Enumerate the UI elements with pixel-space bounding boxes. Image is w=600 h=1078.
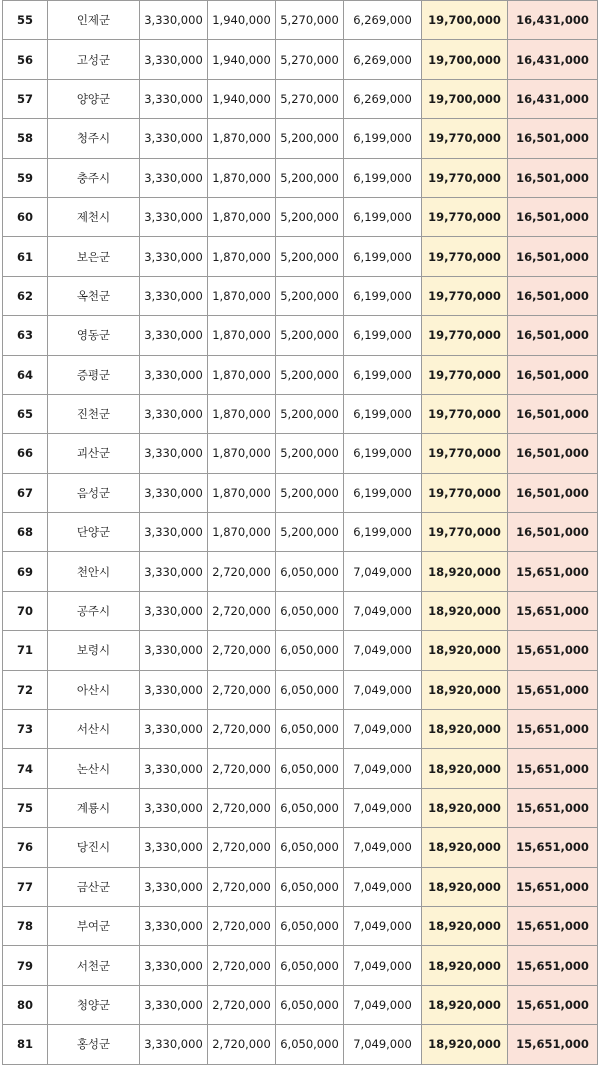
value-col-4: 6,199,000 [344, 394, 422, 433]
value-col-4: 6,269,000 [344, 40, 422, 79]
row-number: 72 [3, 670, 48, 709]
table-row [3, 158, 598, 197]
value-col-3: 5,270,000 [276, 79, 344, 118]
value-col-2: 1,870,000 [208, 197, 276, 236]
value-col-2: 2,720,000 [208, 710, 276, 749]
subsidy-table [2, 0, 598, 1065]
value-col-4: 6,199,000 [344, 355, 422, 394]
value-col-2: 2,720,000 [208, 985, 276, 1024]
value-col-3: 5,200,000 [276, 513, 344, 552]
table-row [3, 788, 598, 827]
value-col-6: 15,651,000 [508, 985, 598, 1024]
value-col-4: 6,269,000 [344, 1, 422, 40]
region-name: 홍성군 [48, 1025, 140, 1064]
table-row [3, 40, 598, 79]
value-col-6: 15,651,000 [508, 552, 598, 591]
value-col-4: 6,199,000 [344, 513, 422, 552]
value-col-6: 16,501,000 [508, 316, 598, 355]
row-number: 77 [3, 867, 48, 906]
value-col-3: 6,050,000 [276, 670, 344, 709]
value-col-2: 1,870,000 [208, 158, 276, 197]
value-col-5: 18,920,000 [422, 670, 508, 709]
value-col-3: 5,200,000 [276, 473, 344, 512]
value-col-4: 7,049,000 [344, 1025, 422, 1064]
value-col-2: 1,870,000 [208, 473, 276, 512]
value-col-3: 6,050,000 [276, 591, 344, 630]
table-row [3, 1025, 598, 1064]
value-col-2: 1,940,000 [208, 40, 276, 79]
row-number: 69 [3, 552, 48, 591]
value-col-2: 1,940,000 [208, 79, 276, 118]
value-col-4: 6,199,000 [344, 276, 422, 315]
table-row [3, 710, 598, 749]
value-col-4: 7,049,000 [344, 788, 422, 827]
value-col-5: 19,700,000 [422, 79, 508, 118]
value-col-3: 6,050,000 [276, 1025, 344, 1064]
value-col-3: 5,200,000 [276, 394, 344, 433]
value-col-6: 15,651,000 [508, 906, 598, 945]
region-name: 부여군 [48, 906, 140, 945]
value-col-3: 5,200,000 [276, 158, 344, 197]
region-name: 충주시 [48, 158, 140, 197]
table-row [3, 1, 598, 40]
region-name: 양양군 [48, 79, 140, 118]
row-number: 61 [3, 237, 48, 276]
value-col-4: 7,049,000 [344, 906, 422, 945]
region-name: 괴산군 [48, 434, 140, 473]
value-col-6: 15,651,000 [508, 1025, 598, 1064]
region-name: 천안시 [48, 552, 140, 591]
value-col-3: 6,050,000 [276, 985, 344, 1024]
region-name: 고성군 [48, 40, 140, 79]
value-col-3: 6,050,000 [276, 906, 344, 945]
row-number: 60 [3, 197, 48, 236]
table-row [3, 434, 598, 473]
value-col-3: 5,270,000 [276, 40, 344, 79]
value-col-6: 16,501,000 [508, 473, 598, 512]
value-col-3: 6,050,000 [276, 710, 344, 749]
region-name: 논산시 [48, 749, 140, 788]
value-col-1: 3,330,000 [140, 513, 208, 552]
value-col-6: 16,501,000 [508, 119, 598, 158]
table-row [3, 867, 598, 906]
value-col-4: 6,199,000 [344, 237, 422, 276]
table-row [3, 631, 598, 670]
value-col-2: 2,720,000 [208, 867, 276, 906]
region-name: 서산시 [48, 710, 140, 749]
row-number: 55 [3, 1, 48, 40]
table-row [3, 749, 598, 788]
value-col-5: 19,770,000 [422, 276, 508, 315]
table-row [3, 828, 598, 867]
value-col-5: 18,920,000 [422, 788, 508, 827]
value-col-5: 18,920,000 [422, 946, 508, 985]
value-col-3: 6,050,000 [276, 867, 344, 906]
value-col-2: 1,870,000 [208, 276, 276, 315]
value-col-4: 7,049,000 [344, 670, 422, 709]
value-col-4: 6,199,000 [344, 473, 422, 512]
value-col-3: 5,200,000 [276, 119, 344, 158]
value-col-5: 19,770,000 [422, 473, 508, 512]
value-col-2: 1,870,000 [208, 394, 276, 433]
value-col-1: 3,330,000 [140, 749, 208, 788]
value-col-6: 15,651,000 [508, 788, 598, 827]
row-number: 67 [3, 473, 48, 512]
value-col-6: 16,501,000 [508, 513, 598, 552]
value-col-3: 5,200,000 [276, 355, 344, 394]
region-name: 당진시 [48, 828, 140, 867]
value-col-1: 3,330,000 [140, 552, 208, 591]
value-col-1: 3,330,000 [140, 434, 208, 473]
row-number: 75 [3, 788, 48, 827]
table-row [3, 670, 598, 709]
value-col-6: 15,651,000 [508, 828, 598, 867]
value-col-5: 19,770,000 [422, 355, 508, 394]
table-row [3, 906, 598, 945]
value-col-6: 16,501,000 [508, 434, 598, 473]
region-name: 아산시 [48, 670, 140, 709]
value-col-1: 3,330,000 [140, 1025, 208, 1064]
value-col-6: 15,651,000 [508, 710, 598, 749]
value-col-6: 15,651,000 [508, 631, 598, 670]
value-col-5: 18,920,000 [422, 867, 508, 906]
value-col-1: 3,330,000 [140, 355, 208, 394]
value-col-2: 2,720,000 [208, 788, 276, 827]
region-name: 공주시 [48, 591, 140, 630]
value-col-1: 3,330,000 [140, 79, 208, 118]
value-col-3: 6,050,000 [276, 631, 344, 670]
value-col-6: 15,651,000 [508, 591, 598, 630]
value-col-4: 7,049,000 [344, 552, 422, 591]
value-col-6: 16,501,000 [508, 237, 598, 276]
region-name: 금산군 [48, 867, 140, 906]
value-col-6: 16,501,000 [508, 276, 598, 315]
value-col-2: 2,720,000 [208, 828, 276, 867]
value-col-2: 2,720,000 [208, 906, 276, 945]
row-number: 78 [3, 906, 48, 945]
value-col-4: 6,199,000 [344, 158, 422, 197]
value-col-5: 19,770,000 [422, 434, 508, 473]
value-col-2: 1,870,000 [208, 119, 276, 158]
region-name: 청양군 [48, 985, 140, 1024]
value-col-6: 16,501,000 [508, 158, 598, 197]
table-row [3, 276, 598, 315]
table-row [3, 985, 598, 1024]
region-name: 계룡시 [48, 788, 140, 827]
value-col-5: 19,770,000 [422, 158, 508, 197]
region-name: 진천군 [48, 394, 140, 433]
value-col-3: 5,200,000 [276, 434, 344, 473]
value-col-1: 3,330,000 [140, 828, 208, 867]
value-col-1: 3,330,000 [140, 237, 208, 276]
value-col-6: 15,651,000 [508, 946, 598, 985]
value-col-6: 16,501,000 [508, 197, 598, 236]
region-name: 증평군 [48, 355, 140, 394]
value-col-1: 3,330,000 [140, 788, 208, 827]
value-col-2: 1,870,000 [208, 513, 276, 552]
region-name: 옥천군 [48, 276, 140, 315]
value-col-4: 6,199,000 [344, 316, 422, 355]
table-row [3, 394, 598, 433]
table-row [3, 473, 598, 512]
value-col-4: 6,199,000 [344, 119, 422, 158]
value-col-1: 3,330,000 [140, 276, 208, 315]
value-col-6: 15,651,000 [508, 670, 598, 709]
row-number: 68 [3, 513, 48, 552]
value-col-5: 19,770,000 [422, 237, 508, 276]
value-col-1: 3,330,000 [140, 670, 208, 709]
value-col-2: 1,870,000 [208, 355, 276, 394]
value-col-3: 5,200,000 [276, 316, 344, 355]
value-col-1: 3,330,000 [140, 946, 208, 985]
value-col-5: 19,700,000 [422, 1, 508, 40]
value-col-4: 7,049,000 [344, 591, 422, 630]
value-col-5: 18,920,000 [422, 552, 508, 591]
value-col-2: 2,720,000 [208, 670, 276, 709]
value-col-4: 7,049,000 [344, 828, 422, 867]
row-number: 56 [3, 40, 48, 79]
row-number: 62 [3, 276, 48, 315]
row-number: 76 [3, 828, 48, 867]
region-name: 서천군 [48, 946, 140, 985]
region-name: 단양군 [48, 513, 140, 552]
table-row [3, 355, 598, 394]
value-col-1: 3,330,000 [140, 631, 208, 670]
value-col-2: 1,870,000 [208, 316, 276, 355]
row-number: 57 [3, 79, 48, 118]
value-col-4: 7,049,000 [344, 710, 422, 749]
value-col-5: 18,920,000 [422, 710, 508, 749]
value-col-1: 3,330,000 [140, 710, 208, 749]
value-col-1: 3,330,000 [140, 1, 208, 40]
value-col-5: 18,920,000 [422, 828, 508, 867]
value-col-1: 3,330,000 [140, 591, 208, 630]
row-number: 70 [3, 591, 48, 630]
table-row [3, 946, 598, 985]
value-col-1: 3,330,000 [140, 473, 208, 512]
value-col-1: 3,330,000 [140, 316, 208, 355]
row-number: 81 [3, 1025, 48, 1064]
row-number: 66 [3, 434, 48, 473]
value-col-5: 19,770,000 [422, 197, 508, 236]
value-col-2: 1,870,000 [208, 434, 276, 473]
row-number: 80 [3, 985, 48, 1024]
value-col-2: 2,720,000 [208, 1025, 276, 1064]
value-col-3: 6,050,000 [276, 946, 344, 985]
value-col-5: 19,770,000 [422, 513, 508, 552]
table-row [3, 79, 598, 118]
value-col-2: 1,940,000 [208, 1, 276, 40]
value-col-2: 2,720,000 [208, 946, 276, 985]
table-body [3, 1, 598, 1065]
value-col-4: 7,049,000 [344, 749, 422, 788]
row-number: 74 [3, 749, 48, 788]
value-col-3: 5,200,000 [276, 237, 344, 276]
region-name: 영동군 [48, 316, 140, 355]
value-col-2: 2,720,000 [208, 749, 276, 788]
value-col-4: 7,049,000 [344, 631, 422, 670]
value-col-5: 18,920,000 [422, 985, 508, 1024]
value-col-6: 15,651,000 [508, 867, 598, 906]
value-col-3: 5,200,000 [276, 276, 344, 315]
table-row [3, 513, 598, 552]
value-col-1: 3,330,000 [140, 197, 208, 236]
value-col-4: 6,199,000 [344, 197, 422, 236]
value-col-4: 7,049,000 [344, 867, 422, 906]
value-col-4: 7,049,000 [344, 985, 422, 1024]
value-col-2: 2,720,000 [208, 552, 276, 591]
value-col-2: 1,870,000 [208, 237, 276, 276]
value-col-6: 15,651,000 [508, 749, 598, 788]
table-row [3, 552, 598, 591]
value-col-1: 3,330,000 [140, 394, 208, 433]
value-col-1: 3,330,000 [140, 985, 208, 1024]
value-col-5: 18,920,000 [422, 1025, 508, 1064]
value-col-1: 3,330,000 [140, 906, 208, 945]
value-col-3: 6,050,000 [276, 552, 344, 591]
row-number: 79 [3, 946, 48, 985]
row-number: 63 [3, 316, 48, 355]
value-col-3: 5,200,000 [276, 197, 344, 236]
table-row [3, 316, 598, 355]
value-col-6: 16,431,000 [508, 79, 598, 118]
row-number: 71 [3, 631, 48, 670]
region-name: 인제군 [48, 1, 140, 40]
region-name: 보은군 [48, 237, 140, 276]
value-col-6: 16,431,000 [508, 1, 598, 40]
row-number: 58 [3, 119, 48, 158]
value-col-2: 2,720,000 [208, 631, 276, 670]
table-row [3, 197, 598, 236]
value-col-5: 18,920,000 [422, 906, 508, 945]
value-col-5: 18,920,000 [422, 591, 508, 630]
value-col-3: 6,050,000 [276, 788, 344, 827]
region-name: 제천시 [48, 197, 140, 236]
value-col-5: 19,770,000 [422, 394, 508, 433]
row-number: 59 [3, 158, 48, 197]
value-col-6: 16,431,000 [508, 40, 598, 79]
value-col-2: 2,720,000 [208, 591, 276, 630]
value-col-5: 19,770,000 [422, 316, 508, 355]
region-name: 청주시 [48, 119, 140, 158]
value-col-5: 18,920,000 [422, 749, 508, 788]
value-col-1: 3,330,000 [140, 40, 208, 79]
value-col-3: 6,050,000 [276, 749, 344, 788]
row-number: 73 [3, 710, 48, 749]
value-col-4: 6,269,000 [344, 79, 422, 118]
value-col-3: 5,270,000 [276, 1, 344, 40]
value-col-1: 3,330,000 [140, 158, 208, 197]
value-col-5: 18,920,000 [422, 631, 508, 670]
value-col-4: 7,049,000 [344, 946, 422, 985]
value-col-1: 3,330,000 [140, 867, 208, 906]
value-col-4: 6,199,000 [344, 434, 422, 473]
value-col-6: 16,501,000 [508, 394, 598, 433]
table-row [3, 237, 598, 276]
value-col-5: 19,770,000 [422, 119, 508, 158]
region-name: 음성군 [48, 473, 140, 512]
row-number: 64 [3, 355, 48, 394]
value-col-6: 16,501,000 [508, 355, 598, 394]
region-name: 보령시 [48, 631, 140, 670]
table-row [3, 119, 598, 158]
table-row [3, 591, 598, 630]
value-col-1: 3,330,000 [140, 119, 208, 158]
value-col-3: 6,050,000 [276, 828, 344, 867]
value-col-5: 19,700,000 [422, 40, 508, 79]
row-number: 65 [3, 394, 48, 433]
